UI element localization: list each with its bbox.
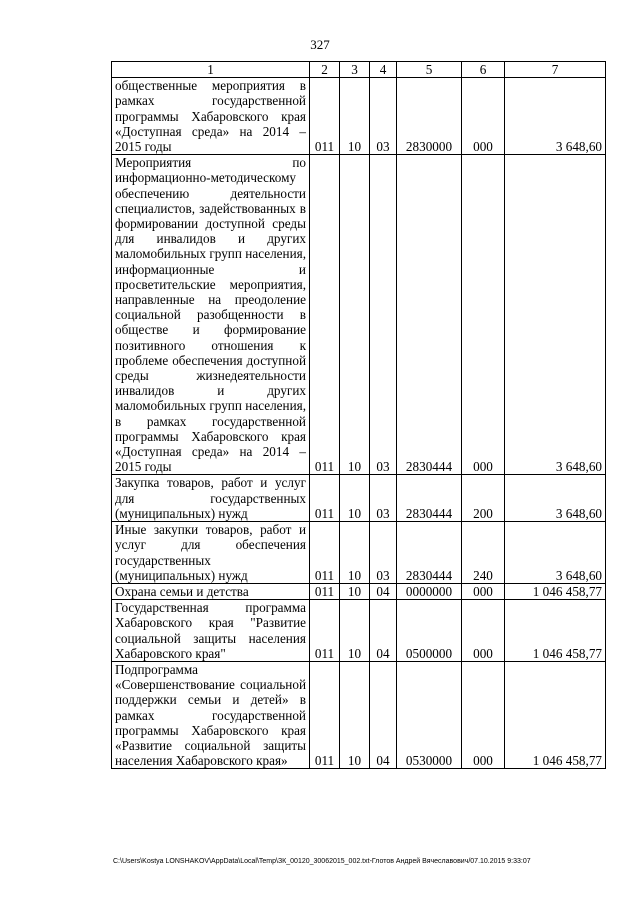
cell-expense-type: 200 bbox=[462, 475, 505, 522]
cell-amount: 1 046 458,77 bbox=[505, 583, 606, 599]
cell-target: 2830444 bbox=[397, 155, 462, 475]
column-header: 7 bbox=[505, 62, 606, 78]
cell-subsection: 03 bbox=[370, 78, 397, 155]
file-path-footer: C:\Users\Kostya LONSHAKOV\AppData\Local\Temp\ЗК_00120_30062015_002.txt-Глотов Андрей Вячеславович/07.10.2015 9:33:07 bbox=[113, 858, 531, 865]
cell-amount: 3 648,60 bbox=[505, 155, 606, 475]
cell-section: 10 bbox=[340, 522, 370, 584]
cell-code: 011 bbox=[310, 583, 340, 599]
cell-subsection: 03 bbox=[370, 475, 397, 522]
row-name: Подпрограмма «Совершенствование социальной поддержки семьи и детей» в рамках государственной программы Хабаровского края «Развитие социальной защиты населения Хабаровского края» bbox=[112, 661, 310, 768]
page-number: 327 bbox=[310, 37, 330, 52]
row-name: общественные мероприятия в рамках государственной программы Хабаровского края «Доступная среда» на 2014 – 2015 годы bbox=[112, 78, 310, 155]
cell-expense-type: 000 bbox=[462, 78, 505, 155]
cell-code: 011 bbox=[310, 600, 340, 662]
cell-expense-type: 240 bbox=[462, 522, 505, 584]
cell-expense-type: 000 bbox=[462, 661, 505, 768]
column-header: 4 bbox=[370, 62, 397, 78]
cell-expense-type: 000 bbox=[462, 583, 505, 599]
table-row bbox=[112, 583, 606, 599]
cell-section: 10 bbox=[340, 78, 370, 155]
cell-code: 011 bbox=[310, 522, 340, 584]
cell-code: 011 bbox=[310, 155, 340, 475]
column-header: 5 bbox=[397, 62, 462, 78]
row-name: Охрана семьи и детства bbox=[112, 583, 310, 599]
column-header: 2 bbox=[310, 62, 340, 78]
cell-subsection: 04 bbox=[370, 661, 397, 768]
column-header: 6 bbox=[462, 62, 505, 78]
column-header: 3 bbox=[340, 62, 370, 78]
cell-target: 0000000 bbox=[397, 583, 462, 599]
table-header-row bbox=[112, 62, 606, 78]
table-row bbox=[112, 155, 606, 475]
row-name: Иные закупки товаров, работ и услуг для обеспечения государственных (муниципальных) нужд bbox=[112, 522, 310, 584]
cell-subsection: 03 bbox=[370, 522, 397, 584]
cell-target: 2830444 bbox=[397, 522, 462, 584]
cell-section: 10 bbox=[340, 583, 370, 599]
table-row bbox=[112, 600, 606, 662]
row-name: Закупка товаров, работ и услуг для государственных (муниципальных) нужд bbox=[112, 475, 310, 522]
cell-target: 2830000 bbox=[397, 78, 462, 155]
cell-expense-type: 000 bbox=[462, 600, 505, 662]
cell-section: 10 bbox=[340, 600, 370, 662]
cell-target: 0500000 bbox=[397, 600, 462, 662]
cell-subsection: 03 bbox=[370, 155, 397, 475]
table-row bbox=[112, 661, 606, 768]
table-row bbox=[112, 522, 606, 584]
table-row bbox=[112, 78, 606, 155]
cell-expense-type: 000 bbox=[462, 155, 505, 475]
cell-target: 2830444 bbox=[397, 475, 462, 522]
cell-amount: 3 648,60 bbox=[505, 475, 606, 522]
cell-subsection: 04 bbox=[370, 600, 397, 662]
cell-code: 011 bbox=[310, 661, 340, 768]
cell-subsection: 04 bbox=[370, 583, 397, 599]
cell-section: 10 bbox=[340, 475, 370, 522]
column-header: 1 bbox=[112, 62, 310, 78]
table-row bbox=[112, 475, 606, 522]
cell-code: 011 bbox=[310, 475, 340, 522]
budget-table bbox=[111, 61, 606, 769]
cell-amount: 3 648,60 bbox=[505, 78, 606, 155]
row-name: Государственная программа Хабаровского края "Развитие социальной защиты населения Хабаровского края" bbox=[112, 600, 310, 662]
cell-target: 0530000 bbox=[397, 661, 462, 768]
cell-amount: 3 648,60 bbox=[505, 522, 606, 584]
cell-code: 011 bbox=[310, 78, 340, 155]
cell-section: 10 bbox=[340, 661, 370, 768]
row-name: Мероприятия по информационно-методическому обеспечению деятельности специалистов, задействованных в формировании доступной среды для инвалидов и других маломобильных групп населения, информационные и просветительские мероприятия, направленные на преодоление социальной разобщенности в обществе и формирование позитивного отношения к проблеме обеспечения доступной среды жизнедеятельности инвалидов и других маломобильных групп населения, в рамках государственной программы Хабаровского края «Доступная среда» на 2014 – 2015 годы bbox=[112, 155, 310, 475]
cell-section: 10 bbox=[340, 155, 370, 475]
cell-amount: 1 046 458,77 bbox=[505, 600, 606, 662]
cell-amount: 1 046 458,77 bbox=[505, 661, 606, 768]
